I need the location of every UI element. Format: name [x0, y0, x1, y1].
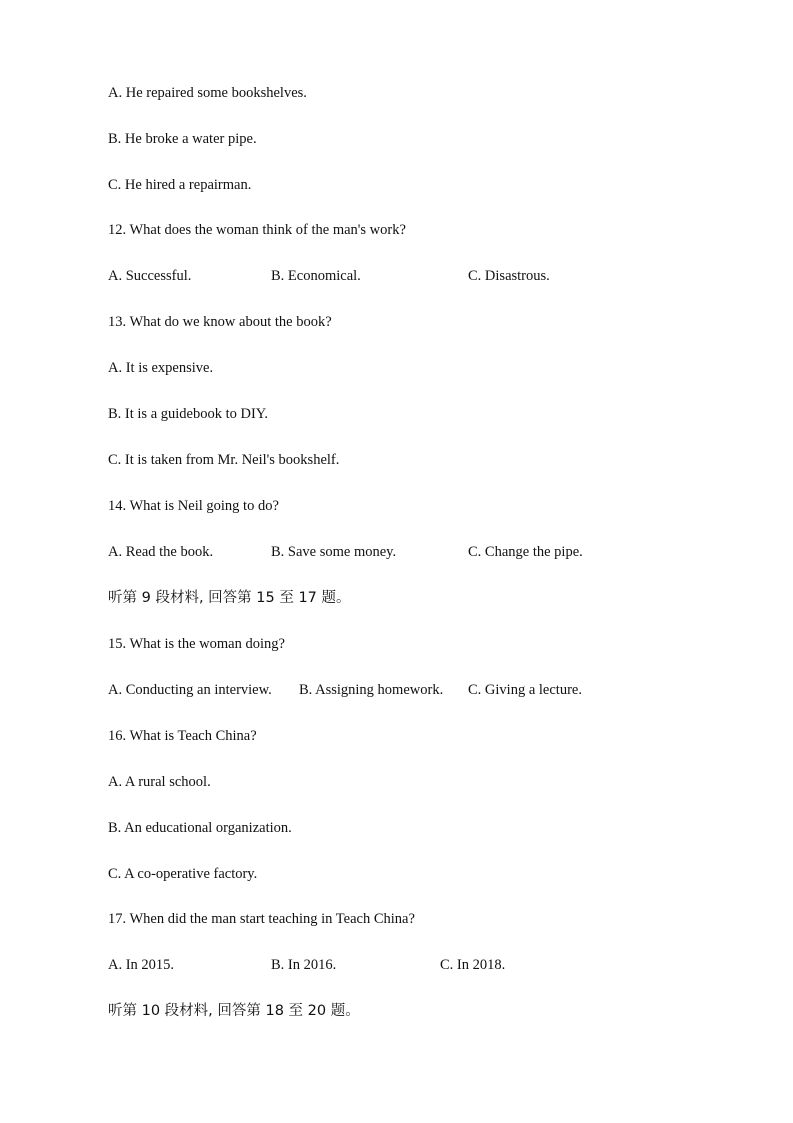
q12-option-a: A. Successful.	[108, 268, 192, 284]
q12-option-c: C. Disastrous.	[468, 268, 550, 284]
q17-question: 17. When did the man start teaching in Teach China?	[108, 911, 415, 927]
q14-option-c: C. Change the pipe.	[468, 544, 583, 560]
q15-option-b: B. Assigning homework.	[299, 682, 444, 698]
q17-option-a: A. In 2015.	[108, 957, 175, 973]
q16-option-b: B. An educational organization.	[108, 820, 292, 836]
q13-question: 13. What do we know about the book?	[108, 314, 332, 330]
section-heading-9: 听第 9 段材料, 回答第 15 至 17 题。	[108, 590, 351, 606]
q13-option-c: C. It is taken from Mr. Neil's bookshelf.	[108, 452, 340, 468]
q11-option-a: A. He repaired some bookshelves.	[108, 85, 307, 101]
q11-option-c: C. He hired a repairman.	[108, 177, 252, 193]
q12-question: 12. What does the woman think of the man's work?	[108, 222, 406, 238]
q15-option-c: C. Giving a lecture.	[468, 682, 582, 698]
q12-option-b: B. Economical.	[271, 268, 361, 284]
q15-option-a: A. Conducting an interview.	[108, 682, 272, 698]
q17-option-c: C. In 2018.	[440, 957, 506, 973]
q15-question: 15. What is the woman doing?	[108, 636, 285, 652]
q14-option-b: B. Save some money.	[271, 544, 397, 560]
q17-options-row	[108, 955, 608, 975]
q12-options-row	[108, 266, 608, 286]
q16-option-c: C. A co-operative factory.	[108, 866, 258, 882]
q13-option-a: A. It is expensive.	[108, 360, 214, 376]
q14-question: 14. What is Neil going to do?	[108, 498, 279, 514]
q15-options-row	[108, 680, 628, 700]
q16-question: 16. What is Teach China?	[108, 728, 257, 744]
q16-option-a: A. A rural school.	[108, 774, 211, 790]
section-heading-10: 听第 10 段材料, 回答第 18 至 20 题。	[108, 1003, 360, 1019]
q17-option-b: B. In 2016.	[271, 957, 337, 973]
q13-option-b: B. It is a guidebook to DIY.	[108, 406, 269, 422]
q11-option-b: B. He broke a water pipe.	[108, 131, 257, 147]
q14-option-a: A. Read the book.	[108, 544, 214, 560]
q14-options-row	[108, 542, 628, 562]
